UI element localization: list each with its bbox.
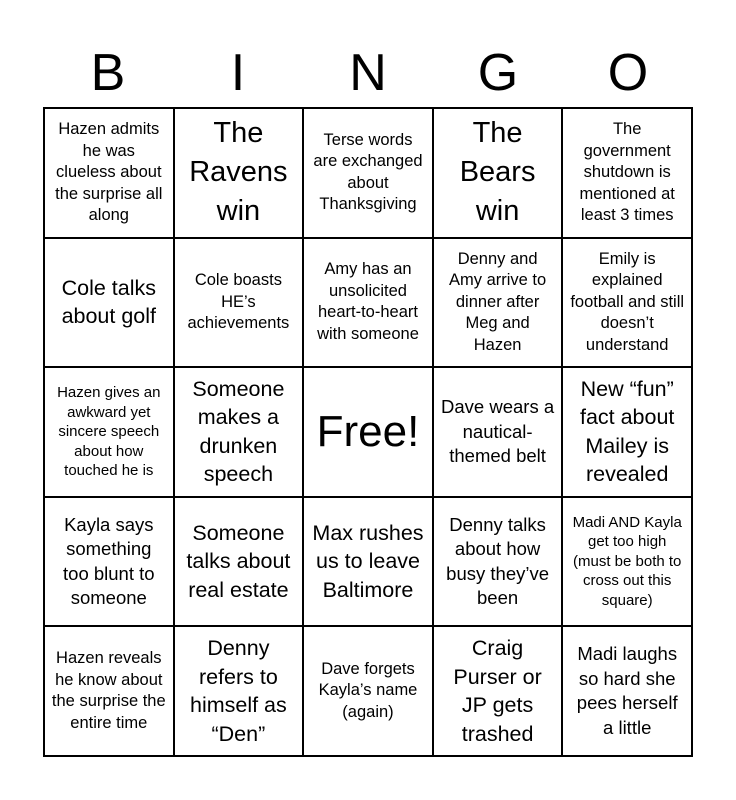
free-space-text: Free!: [316, 406, 420, 456]
cell-text: The government shutdown is mentioned at least 3 times: [579, 120, 675, 225]
cell-text: Cole boasts HE’s achievements: [187, 271, 290, 333]
cell-text: Dave forgets Kayla’s name (again): [318, 659, 418, 721]
bingo-header: [43, 40, 693, 106]
cell-text: Kayla says something too blunt to someone: [63, 513, 155, 609]
cell-text: The Bears win: [459, 117, 536, 228]
bingo-cell-r1c2[interactable]: [174, 108, 304, 238]
bingo-cell-r5c1[interactable]: [44, 626, 174, 756]
bingo-board: [43, 107, 693, 757]
bingo-cell-r5c2[interactable]: [174, 626, 304, 756]
bingo-cell-r2c2[interactable]: [174, 238, 304, 368]
header-letter-g: G: [477, 44, 519, 102]
bingo-cell-r3c5[interactable]: [562, 367, 692, 497]
bingo-cell-r3c1[interactable]: [44, 367, 174, 497]
cell-text: Dave wears a nautical-themed belt: [441, 396, 555, 467]
cell-text: Craig Purser or JP gets trashed: [453, 636, 542, 746]
cell-text: The Ravens win: [189, 117, 288, 228]
bingo-cell-r5c3[interactable]: [303, 626, 433, 756]
bingo-cell-r2c4[interactable]: [433, 238, 563, 368]
cell-text: Hazen gives an awkward yet sincere speech about how touched he is: [57, 384, 161, 480]
bingo-cell-free[interactable]: [303, 367, 433, 497]
bingo-cell-r1c1[interactable]: [44, 108, 174, 238]
bingo-cell-r2c3[interactable]: [303, 238, 433, 368]
bingo-cell-r3c4[interactable]: [433, 367, 563, 497]
bingo-cell-r1c3[interactable]: [303, 108, 433, 238]
cell-text: Denny talks about how busy they’ve been: [446, 513, 550, 609]
cell-text: Emily is explained football and still doesn’t understand: [570, 249, 685, 354]
bingo-cell-r5c4[interactable]: [433, 626, 563, 756]
bingo-cell-r4c3[interactable]: [303, 497, 433, 627]
bingo-cell-r4c2[interactable]: [174, 497, 304, 627]
bingo-cell-r1c5[interactable]: [562, 108, 692, 238]
cell-text: Hazen admits he was clueless about the surprise all along: [55, 120, 163, 225]
cell-text: Cole talks about golf: [61, 275, 157, 329]
cell-text: Amy has an unsolicited heart-to-heart with someone: [317, 260, 419, 343]
header-letter-b: B: [90, 44, 126, 102]
cell-text: New “fun” fact about Mailey is revealed: [579, 376, 675, 487]
cell-text: Denny and Amy arrive to dinner after Meg and Hazen: [449, 249, 547, 354]
bingo-cell-r1c4[interactable]: [433, 108, 563, 238]
cell-text: Hazen reveals he know about the surprise the entire time: [51, 649, 166, 732]
cell-text: Madi AND Kayla get too high (must be both to cross out this square): [572, 513, 682, 609]
bingo-cell-r2c5[interactable]: [562, 238, 692, 368]
header-letter-i: I: [230, 44, 246, 102]
cell-text: Denny refers to himself as “Den”: [189, 636, 287, 746]
cell-text: Someone makes a drunken speech: [192, 376, 285, 487]
bingo-cell-r4c5[interactable]: [562, 497, 692, 627]
cell-text: Terse words are exchanged about Thanksgiving: [313, 130, 423, 214]
cell-text: Someone talks about real estate: [186, 520, 291, 602]
bingo-cell-r4c4[interactable]: [433, 497, 563, 627]
bingo-cell-r2c1[interactable]: [44, 238, 174, 368]
header-letter-n: N: [349, 44, 387, 102]
cell-text: Max rushes us to leave Baltimore: [312, 520, 424, 602]
bingo-cell-r5c5[interactable]: [562, 626, 692, 756]
cell-text: Madi laughs so hard she pees herself a little: [576, 643, 678, 738]
bingo-cell-r4c1[interactable]: [44, 497, 174, 627]
header-letter-o: O: [607, 44, 649, 102]
bingo-cell-r3c2[interactable]: [174, 367, 304, 497]
